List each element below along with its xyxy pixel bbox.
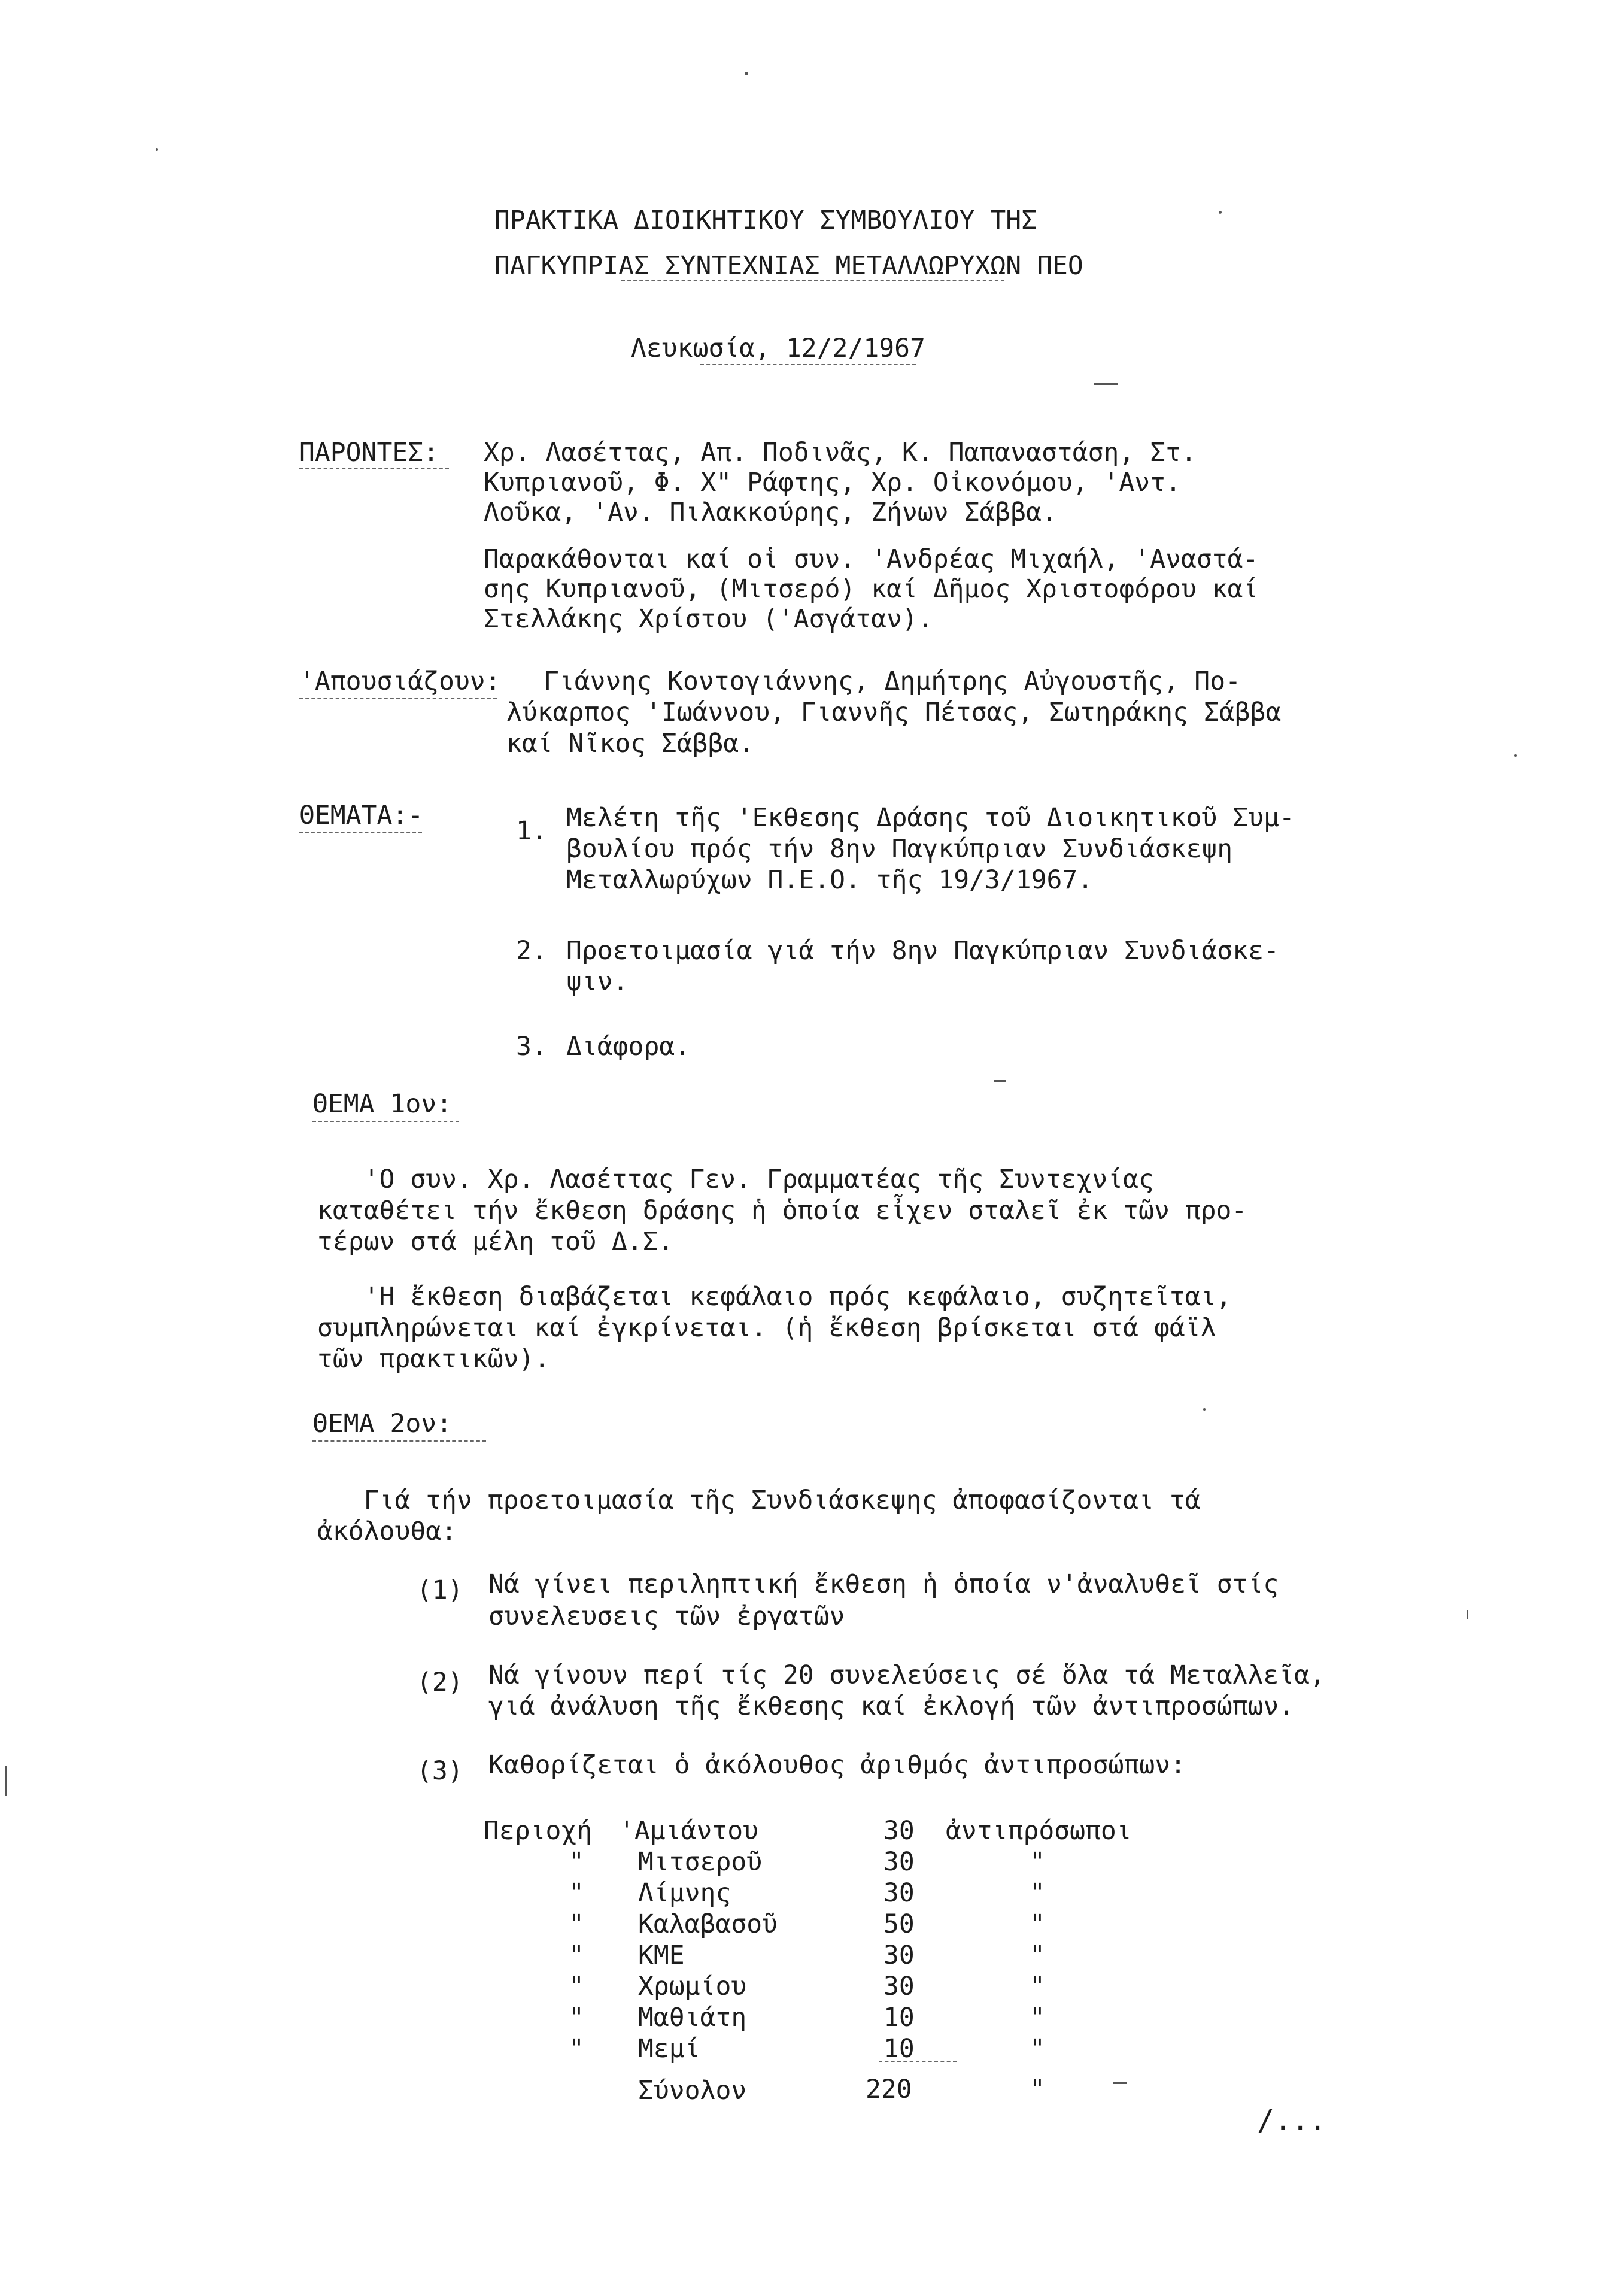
row-region: Μιτσεροῦ: [638, 1847, 763, 1877]
row-unit: ": [1030, 1940, 1045, 1970]
also-present-line-2: σης Κυπριανοῦ, (Μιτσερό) καί Δῆμος Χριστοφόρου καί: [484, 574, 1259, 604]
row-prefix: ": [569, 2034, 584, 2064]
decision-2-line-2: γιά ἀνάλυση τῆς ἔκθεσης καί ἐκλογή τῶν ἀντιπροσώπων.: [488, 1691, 1295, 1721]
scan-speck: [1113, 2082, 1127, 2084]
scan-speck: [1514, 754, 1517, 757]
also-present-line-1: Παρακάθονται καί οἱ συν. 'Ανδρέας Μιχαήλ, 'Αναστά-: [484, 544, 1259, 574]
scan-speck: [1094, 383, 1118, 385]
row-prefix: ": [569, 1940, 584, 1970]
theme-1-para-2-line-1: 'Η ἔκθεση διαβάζεται κεφάλαιο πρός κεφάλαιο, συζητεῖται,: [317, 1282, 1232, 1312]
row-count: 10: [883, 2034, 915, 2064]
present-line-3: Λοῦκα, 'Αν. Πιλακκούρης, Ζήνων Σάββα.: [484, 498, 1057, 527]
title-underline: [621, 280, 1004, 281]
row-unit: ": [1030, 2034, 1045, 2064]
row-region: Λίμνης: [638, 1878, 731, 1908]
absent-line-1: Γιάννης Κοντογιάννης, Δημήτρης Αὐγουστῆς, Πο-: [544, 666, 1241, 696]
row-region: ΚΜΕ: [638, 1940, 685, 1970]
theme-2-heading-underline: [312, 1440, 486, 1442]
document-title-line2: ΠΑΓΚΥΠΡΙΑΣ ΣΥΝΤΕΧΝΙΑΣ ΜΕΤΑΛΛΩΡΥΧΩΝ ΠΕΟ: [494, 251, 1083, 281]
row-count: 30: [883, 1878, 915, 1908]
theme-2-heading: ΘΕΜΑ 2ον:: [312, 1409, 452, 1439]
decision-2-line-1: Νά γίνουν περί τίς 20 συνελεύσεις σέ ὅλα τά Μεταλλεῖα,: [488, 1660, 1325, 1690]
row-region: 'Αμιάντου: [619, 1816, 758, 1846]
present-label: ΠΑΡΟΝΤΕΣ:: [299, 438, 439, 468]
topic-1-number: 1.: [516, 816, 547, 846]
theme-1-para-2-line-3: τῶν πρακτικῶν).: [317, 1344, 550, 1374]
also-present-line-3: Στελλάκης Χρίστου ('Ασγάταν).: [484, 604, 933, 634]
topic-3-line-1: Διάφορα.: [566, 1032, 691, 1061]
scan-speck: [1203, 1408, 1206, 1411]
absent-line-3: καί Νῖκος Σάββα.: [506, 729, 755, 759]
row-prefix: ": [569, 2003, 584, 2033]
scan-speck: [1467, 1610, 1468, 1619]
decision-3-number: (3): [417, 1756, 463, 1786]
scan-speck: [5, 1766, 7, 1796]
total-label: Σύνολον: [638, 2076, 747, 2106]
theme-1-para-1-line-3: τέρων στά μέλη τοῦ Δ.Σ.: [317, 1227, 674, 1257]
decision-2-number: (2): [417, 1667, 463, 1697]
decision-1-line-1: Νά γίνει περιληπτική ἔκθεση ἡ ὁποία ν'ἀναλυθεῖ στίς: [488, 1569, 1279, 1599]
absent-line-2: λύκαρπος 'Ιωάννου, Γιαννῆς Πέτσας, Σωτηράκης Σάββα: [506, 697, 1282, 727]
topics-label: ΘΕΜΑΤΑ:-: [299, 800, 424, 830]
decision-1-line-2: συνελευσεις τῶν ἐργατῶν: [488, 1602, 845, 1631]
row-count: 30: [883, 1847, 915, 1877]
decision-1-number: (1): [417, 1575, 463, 1605]
row-count: 50: [883, 1909, 915, 1939]
row-unit: ": [1030, 1909, 1045, 1939]
row-prefix: Περιοχή: [484, 1816, 593, 1846]
topic-2-number: 2.: [516, 936, 547, 966]
row-unit: ": [1030, 1847, 1045, 1877]
topic-2-line-1: Προετοιμασία γιά τήν 8ην Παγκύπριαν Συνδιάσκε-: [566, 936, 1279, 966]
topic-2-line-2: ψιν.: [566, 967, 629, 997]
row-prefix: ": [569, 1909, 584, 1939]
topic-3-number: 3.: [516, 1032, 547, 1061]
meeting-date: Λευκωσία, 12/2/1967: [631, 333, 925, 363]
row-region: Μαθιάτη: [638, 2003, 747, 2033]
row-unit: ": [1030, 1972, 1045, 2001]
row-prefix: ": [569, 1878, 584, 1908]
absent-label-underline: [299, 698, 497, 699]
topic-1-line-1: Μελέτη τῆς 'Εκθεσης Δράσης τοῦ Διοικητικοῦ Συμ-: [566, 803, 1295, 833]
page-continuation-mark: /...: [1257, 2104, 1326, 2137]
row-count: 30: [883, 1940, 915, 1970]
theme-1-para-1-line-2: καταθέτει τήν ἔκθεση δράσης ἡ ὁποία εἶχεν σταλεῖ ἐκ τῶν προ-: [317, 1196, 1247, 1226]
scan-speck: [156, 148, 158, 151]
present-line-2: Κυπριανοῦ, Φ. Χ" Ράφτης, Χρ. Οἰκονόμου, 'Αντ.: [484, 468, 1181, 498]
scan-speck: [745, 72, 748, 75]
row-unit: ": [1030, 1878, 1045, 1908]
date-underline: [700, 364, 916, 365]
theme-2-intro-line-2: ἀκόλουθα:: [317, 1516, 457, 1546]
present-line-1: Χρ. Λασέττας, Απ. Ποδινᾶς, Κ. Παπαναστάση, Στ.: [484, 438, 1197, 468]
topic-1-line-3: Μεταλλωρύχων Π.Ε.Ο. τῆς 19/3/1967.: [566, 865, 1094, 895]
theme-1-para-2-line-2: συμπληρώνεται καί ἐγκρίνεται. (ἡ ἔκθεση βρίσκεται στά φάϊλ: [317, 1313, 1216, 1343]
scan-speck: [994, 1080, 1006, 1082]
scan-speck: [1219, 211, 1222, 214]
absent-label: 'Απουσιάζουν:: [299, 666, 501, 696]
theme-1-para-1-line-1: 'Ο συν. Χρ. Λασέττας Γεν. Γραμματέας τῆς Συντεχνίας: [317, 1164, 1154, 1194]
total-divider: [879, 2061, 957, 2062]
row-unit: ἀντιπρόσωποι: [946, 1816, 1132, 1846]
row-count: 10: [883, 2003, 915, 2033]
row-count: 30: [883, 1816, 915, 1846]
decision-3-line-1: Καθορίζεται ὁ ἀκόλουθος ἀριθμός ἀντιπροσώπων:: [488, 1750, 1186, 1780]
total-value: 220: [866, 2074, 912, 2104]
row-region: Χρωμίου: [638, 1972, 747, 2001]
row-region: Μεμί: [638, 2034, 700, 2064]
topic-1-line-2: βουλίου πρός τήν 8ην Παγκύπριαν Συνδιάσκεψη: [566, 834, 1233, 864]
theme-2-intro-line-1: Γιά τήν προετοιμασία τῆς Συνδιάσκεψης ἀποφασίζονται τά: [317, 1485, 1201, 1515]
document-title-line1: ΠΡΑΚΤΙΚΑ ΔΙΟΙΚΗΤΙΚΟΥ ΣΥΜΒΟΥΛΙΟΥ ΤΗΣ: [494, 205, 1037, 235]
row-prefix: ": [569, 1847, 584, 1877]
total-unit: ": [1030, 2074, 1045, 2104]
row-unit: ": [1030, 2003, 1045, 2033]
row-prefix: ": [569, 1972, 584, 2001]
theme-1-heading-underline: [312, 1121, 459, 1122]
theme-1-heading: ΘΕΜΑ 1ον:: [312, 1089, 452, 1119]
row-region: Καλαβασοῦ: [638, 1909, 778, 1939]
present-label-underline: [299, 468, 449, 469]
topics-label-underline: [299, 832, 422, 833]
row-count: 30: [883, 1972, 915, 2001]
